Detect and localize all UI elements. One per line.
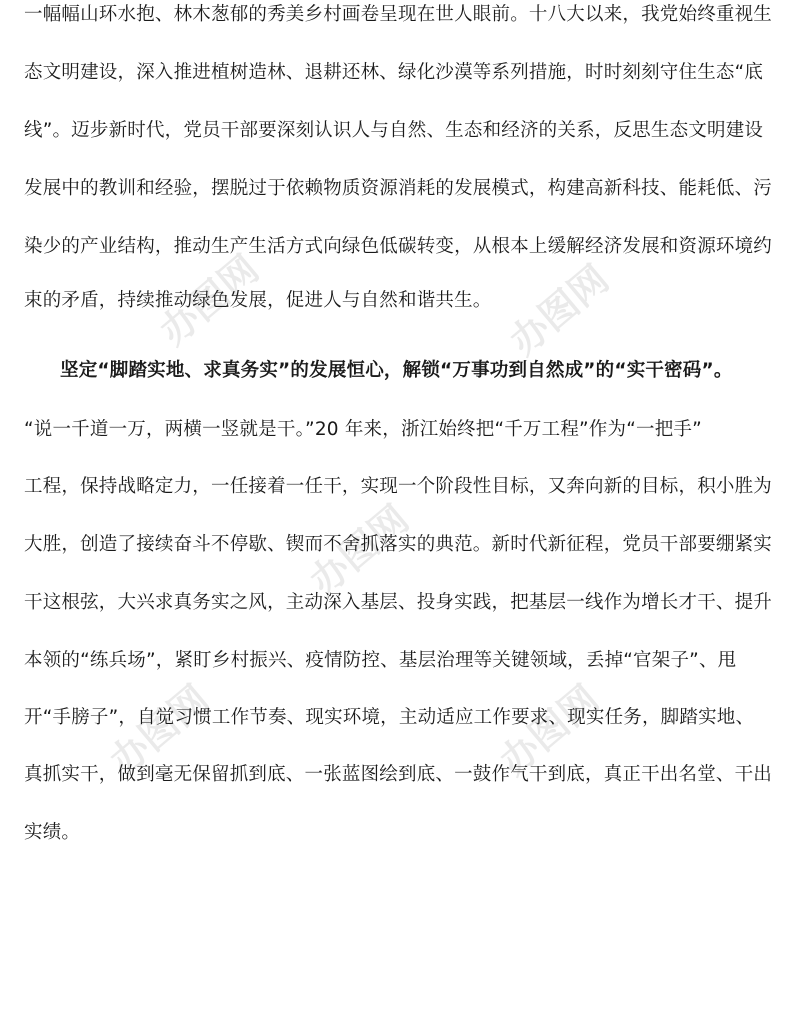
- paragraph-line: 实绩。: [24, 822, 81, 843]
- paragraph-line: 本领的“练兵场”，紧盯乡村振兴、疫情防控、基层治理等关键领域，丢掉“官架子”、甩: [24, 650, 737, 671]
- watermark: 办图网: [491, 676, 608, 784]
- watermark: 办图网: [101, 676, 218, 784]
- paragraph-line: 大胜，创造了接续奋斗不停歇、锲而不舍抓落实的典范。新时代新征程，党员干部要绷紧实: [24, 534, 773, 555]
- section-heading: 坚定“脚踏实地、求真务实”的发展恒心，解锁“万事功到自然成”的“实干密码”。: [60, 360, 733, 381]
- paragraph-line: 发展中的教训和经验，摆脱过于依赖物质资源消耗的发展模式，构建高新科技、能耗低、污: [24, 178, 773, 199]
- paragraph-line: 束的矛盾，持续推动绿色发展，促进人与自然和谐共生。: [24, 290, 492, 311]
- watermark: 办图网: [301, 496, 418, 604]
- paragraph-line: 染少的产业结构，推动生产生活方式向绿色低碳转变，从根本上缓解经济发展和资源环境约: [24, 236, 773, 257]
- paragraph-line: 工程，保持战略定力，一任接着一任干，实现一个阶段性目标，又奔向新的目标，积小胜为: [24, 476, 773, 497]
- paragraph-line: 开“手膀子”，自觉习惯工作节奏、现实环境，主动适应工作要求、现实任务，脚踏实地、: [24, 707, 755, 728]
- paragraph-line: 真抓实干，做到毫无保留抓到底、一张蓝图绘到底、一鼓作气干到底，真正干出名堂、干出: [24, 764, 773, 785]
- paragraph-line: 线”。迈步新时代，党员干部要深刻认识人与自然、生态和经济的关系，反思生态文明建设: [24, 120, 764, 141]
- paragraph-line: 态文明建设，深入推进植树造林、退耕还林、绿化沙漠等系列措施，时时刻刻守住生态“底: [24, 62, 764, 83]
- watermark: 办图网: [501, 256, 618, 364]
- paragraph-line: 干这根弦，大兴求真务实之风，主动深入基层、投身实践，把基层一线作为增长才干、提升: [24, 592, 773, 613]
- paragraph-line: 一幅幅山环水抱、林木葱郁的秀美乡村画卷呈现在世人眼前。十八大以来，我党始终重视生: [24, 4, 773, 25]
- paragraph-line: “说一千道一万，两横一竖就是干。”20 年来，浙江始终把“千万工程”作为“一把手”: [24, 419, 702, 440]
- watermark: 办图网: [151, 246, 268, 354]
